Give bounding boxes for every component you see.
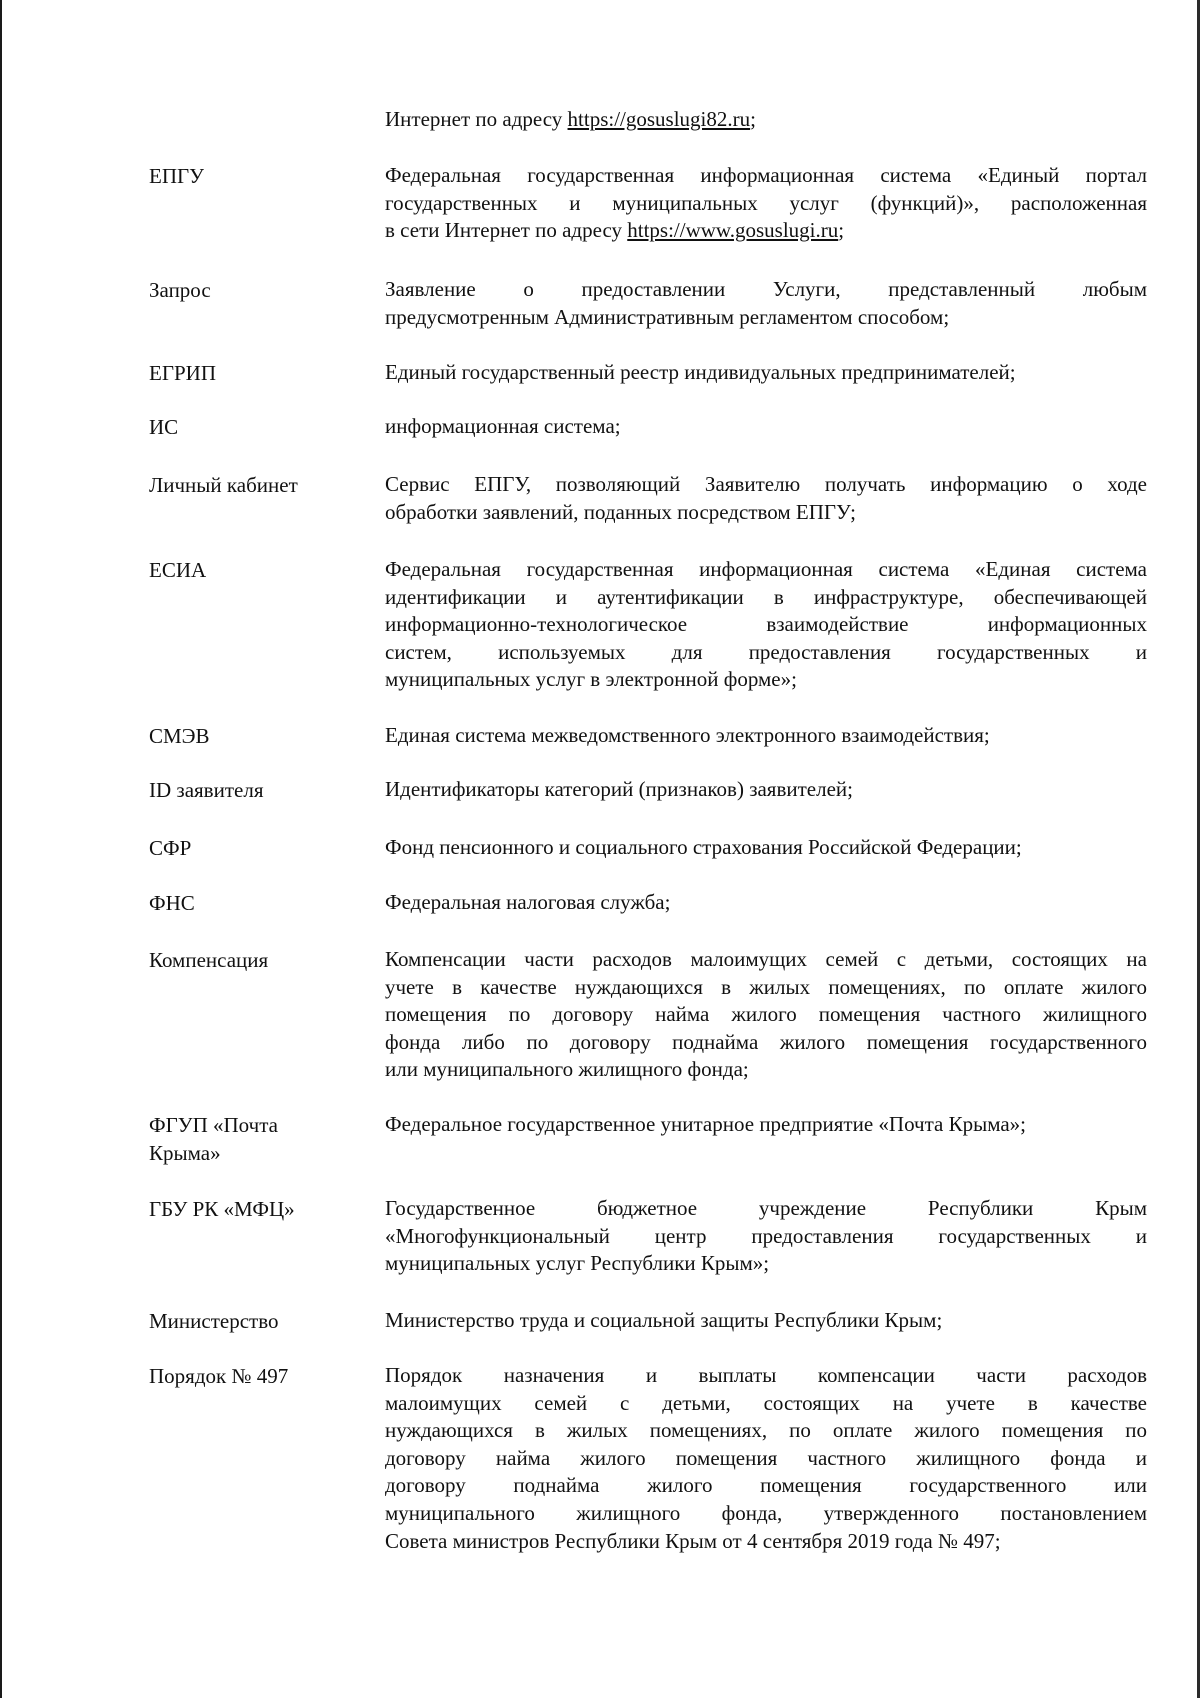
intro-suffix: ; bbox=[750, 107, 756, 131]
term-zapros: Запрос bbox=[149, 278, 211, 302]
definition-line: нуждающихся в жилых помещениях, по оплате жилого помещения по bbox=[385, 1418, 1147, 1443]
definition-sfr bbox=[385, 834, 1147, 862]
definition-line: информационная система; bbox=[385, 414, 621, 438]
definition-lk bbox=[385, 471, 1147, 526]
scan-left-edge bbox=[0, 0, 2, 1698]
intro-prefix: Интернет по адресу bbox=[385, 107, 568, 131]
definition-line: Единая система межведомственного электронного взаимодействия; bbox=[385, 723, 990, 747]
definition-kompensatsiya bbox=[385, 946, 1147, 1084]
definition-line: Федеральная государственная информационная система «Единая система bbox=[385, 557, 1147, 581]
definition-ministerstvo bbox=[385, 1307, 1147, 1335]
definition-egrip bbox=[385, 359, 1147, 387]
term-poryadok: Порядок № 497 bbox=[149, 1364, 289, 1388]
definition-line: малоимущих семей с детьми, состоящих на учете в качестве bbox=[385, 1390, 1147, 1415]
definition-line: договору поднайма жилого помещения государственного или bbox=[385, 1473, 1147, 1498]
definition-line: Фонд пенсионного и социального страхования Российской Федерации; bbox=[385, 835, 1022, 859]
definition-line: муниципального жилищного фонда, утвержденного постановлением bbox=[385, 1500, 1147, 1525]
definition-line: Государственное бюджетное учреждение Республики Крым bbox=[385, 1196, 1147, 1220]
term-ministerstvo: Министерство bbox=[149, 1309, 279, 1333]
definition-line: идентификации и аутентификации в инфраструктуре, обеспечивающей bbox=[385, 584, 1147, 609]
definition-line: Федеральное государственное унитарное предприятие «Почта Крыма»; bbox=[385, 1112, 1027, 1136]
definition-line: систем, используемых для предоставления государственных и bbox=[385, 639, 1147, 664]
definition-mfc bbox=[385, 1195, 1147, 1278]
term-smev: СМЭВ bbox=[149, 724, 210, 748]
term-line: Крыма» bbox=[149, 1141, 221, 1165]
definition-line: Заявление о предоставлении Услуги, представленный любым bbox=[385, 277, 1147, 301]
definition-is bbox=[385, 413, 1147, 441]
definition-line: или муниципального жилищного фонда; bbox=[385, 1057, 749, 1082]
definition-line: Сервис ЕПГУ, позволяющий Заявителю получать информацию о ходе bbox=[385, 472, 1147, 496]
term-esia: ЕСИА bbox=[149, 558, 207, 582]
definition-line-suffix: ; bbox=[838, 218, 845, 243]
definition-esia bbox=[385, 556, 1147, 694]
definition-line: договору найма жилого помещения частного жилищного фонда и bbox=[385, 1445, 1147, 1470]
definition-fgup bbox=[385, 1111, 1147, 1139]
term-fgup bbox=[149, 1111, 369, 1167]
definition-smev bbox=[385, 722, 1147, 750]
term-sfr: СФР bbox=[149, 836, 192, 860]
definition-line: обработки заявлений, поданных посредством ЕПГУ; bbox=[385, 499, 856, 524]
gosuslugi-link[interactable]: https://www.gosuslugi.ru bbox=[627, 218, 839, 243]
definition-line: Порядок назначения и выплаты компенсации части расходов bbox=[385, 1363, 1147, 1387]
definition-line: Компенсации части расходов малоимущих семей с детьми, состоящих на bbox=[385, 947, 1147, 971]
definition-epgu bbox=[385, 162, 1147, 245]
term-is: ИС bbox=[149, 415, 179, 439]
definition-poryadok bbox=[385, 1362, 1147, 1555]
definition-line: муниципальных услуг Республики Крым»; bbox=[385, 1251, 770, 1276]
definition-line: муниципальных услуг в электронной форме»; bbox=[385, 667, 797, 692]
term-lk: Личный кабинет bbox=[149, 473, 298, 497]
definition-line: Федеральная налоговая служба; bbox=[385, 890, 671, 914]
term-id: ID заявителя bbox=[149, 778, 264, 802]
gosuslugi82-link[interactable]: https://gosuslugi82.ru bbox=[567, 107, 751, 131]
definition-line: учете в качестве нуждающихся в жилых помещениях, по оплате жилого bbox=[385, 974, 1147, 999]
definition-line: «Многофункциональный центр предоставления государственных и bbox=[385, 1223, 1147, 1248]
term-kompensatsiya: Компенсация bbox=[149, 948, 269, 972]
term-mfc: ГБУ РК «МФЦ» bbox=[149, 1197, 295, 1221]
definition-line: информационно-технологическое взаимодействие информационных bbox=[385, 612, 1147, 637]
intro-definition bbox=[385, 106, 1147, 134]
definition-id bbox=[385, 776, 1147, 804]
definition-line: Совета министров Республики Крым от 4 сентября 2019 года № 497; bbox=[385, 1528, 1001, 1553]
definition-line: Министерство труда и социальной защиты Республики Крым; bbox=[385, 1308, 943, 1332]
definition-line: помещения по договору найма жилого помещения частного жилищного bbox=[385, 1002, 1147, 1027]
definition-line-prefix: в сети Интернет по адресу bbox=[385, 218, 628, 243]
definition-zapros bbox=[385, 276, 1147, 331]
definition-line: Федеральная государственная информационная система «Единый портал bbox=[385, 163, 1147, 187]
definition-line: фонда либо по договору поднайма жилого помещения государственного bbox=[385, 1029, 1147, 1054]
term-egrip: ЕГРИП bbox=[149, 361, 216, 385]
definition-line: государственных и муниципальных услуг (функций)», расположенная bbox=[385, 190, 1147, 215]
term-line: ФГУП «Почта bbox=[149, 1113, 278, 1137]
term-fns: ФНС bbox=[149, 891, 195, 915]
definition-line: Идентификаторы категорий (признаков) заявителей; bbox=[385, 777, 853, 801]
definition-fns bbox=[385, 889, 1147, 917]
term-epgu: ЕПГУ bbox=[149, 164, 205, 188]
definition-line: Единый государственный реестр индивидуальных предпринимателей; bbox=[385, 360, 1016, 384]
definition-line: предусмотренным Административным регламентом способом; bbox=[385, 304, 950, 329]
